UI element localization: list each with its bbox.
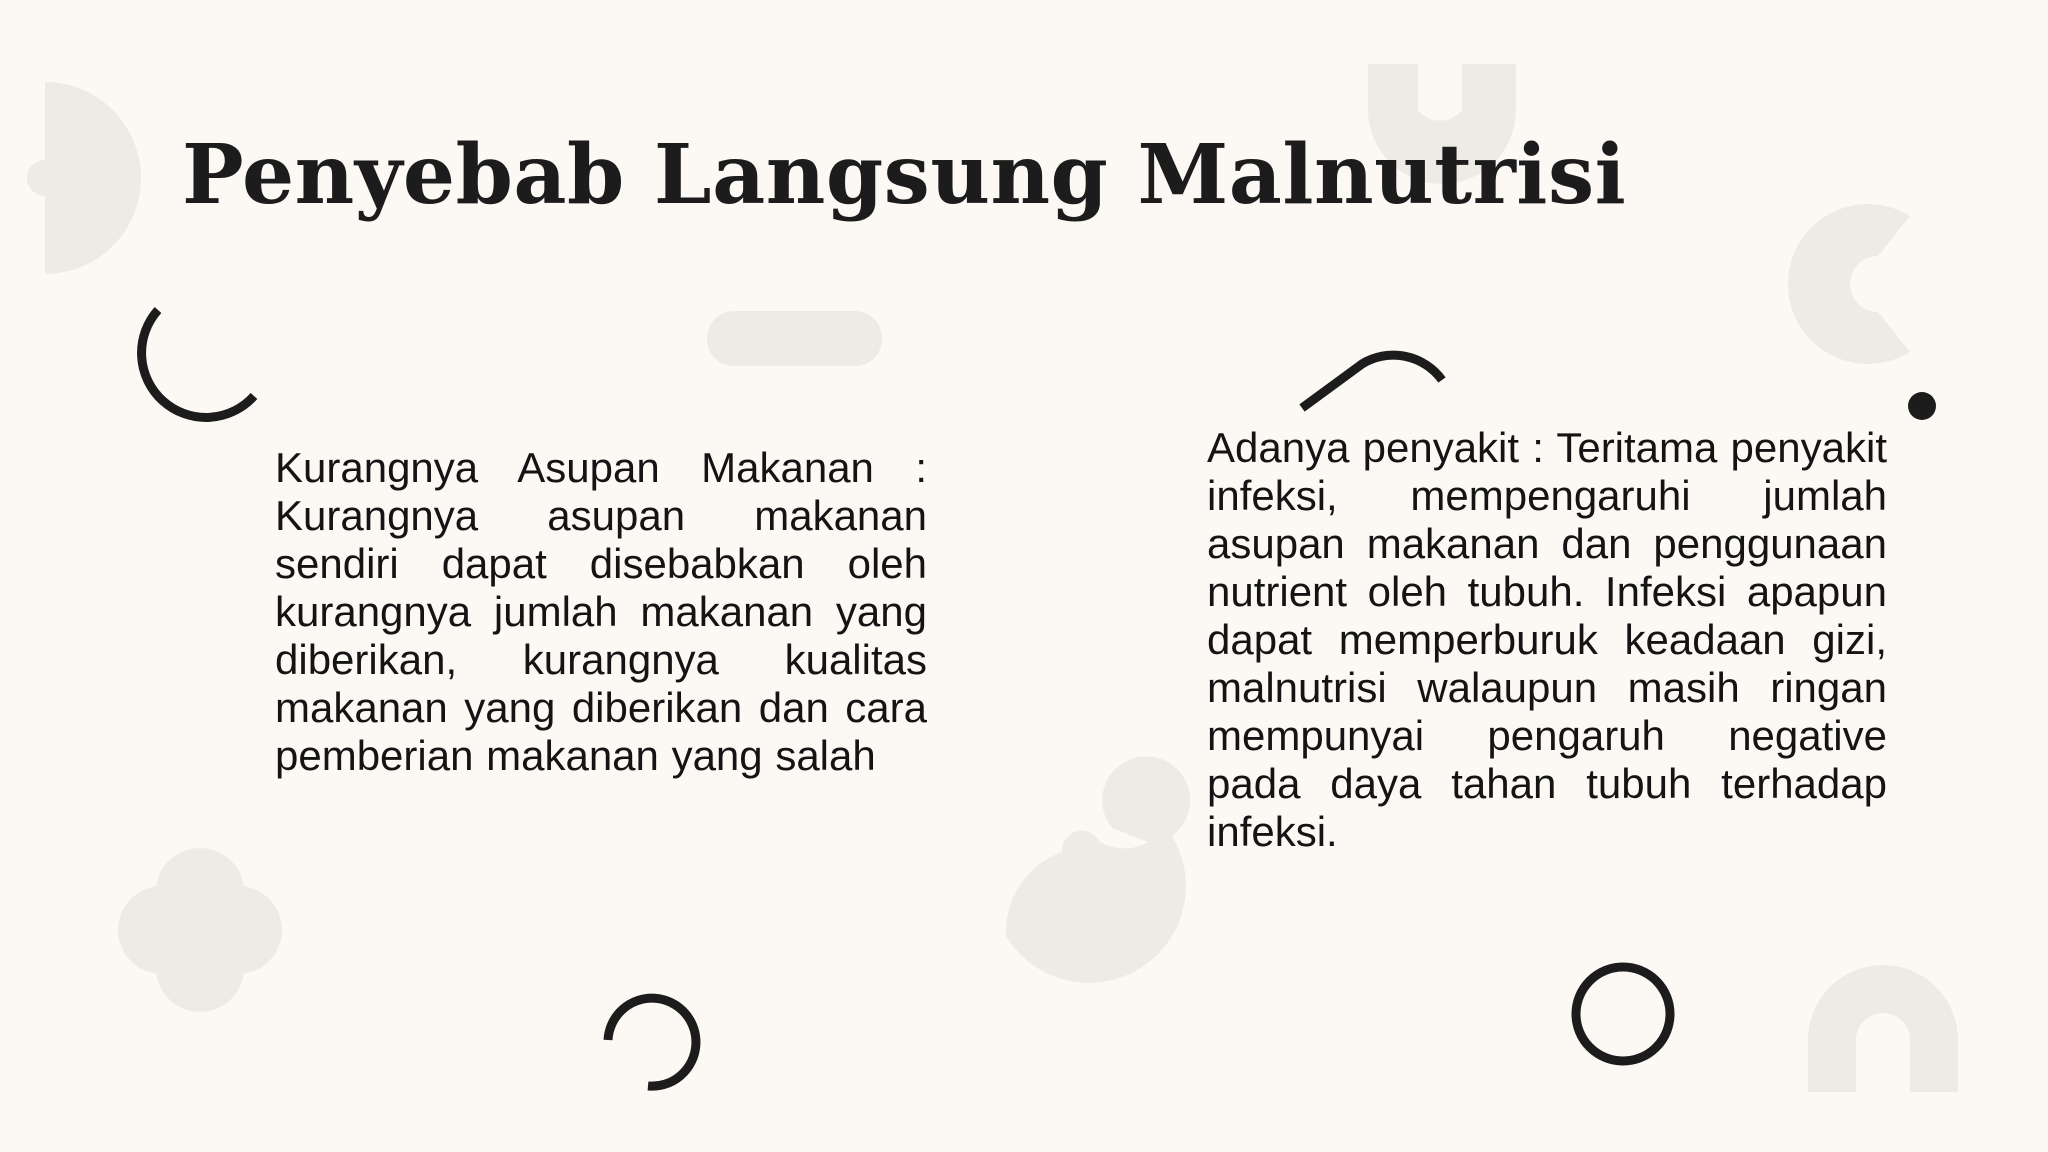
pill-shape <box>707 311 882 366</box>
flower-shape <box>118 848 282 1012</box>
arc-outline <box>142 310 254 417</box>
c-shape <box>1788 204 1910 364</box>
right-text-block: Adanya penyakit : Teritama penyakit infeksi, mempengaruhi jumlah asupan makanan dan penggunaan nutrient oleh tubuh. Infeksi apapun dapat memperburuk keadaan gizi, malnutrisi walaupun masih ringan mempunyai pengaruh negative pada daya tahan tubuh terhadap infeksi. <box>1207 424 1887 855</box>
ring-outline <box>1576 967 1670 1061</box>
slide-title: Penyebab Langsung Malnutrisi <box>182 127 1627 223</box>
dot <box>1908 392 1936 420</box>
arc-outline <box>1302 355 1442 408</box>
left-text-block: Kurangnya Asupan Makanan : Kurangnya asupan makanan sendiri dapat disebabkan oleh kurangnya jumlah makanan yang diberikan, kurangnya kualitas makanan yang diberikan dan cara pemberian makanan yang salah <box>275 444 927 779</box>
hook-shape <box>1006 756 1190 983</box>
arch-shape <box>1808 965 1958 1092</box>
arc-outline <box>608 998 696 1086</box>
half-disc-shape <box>27 82 141 274</box>
